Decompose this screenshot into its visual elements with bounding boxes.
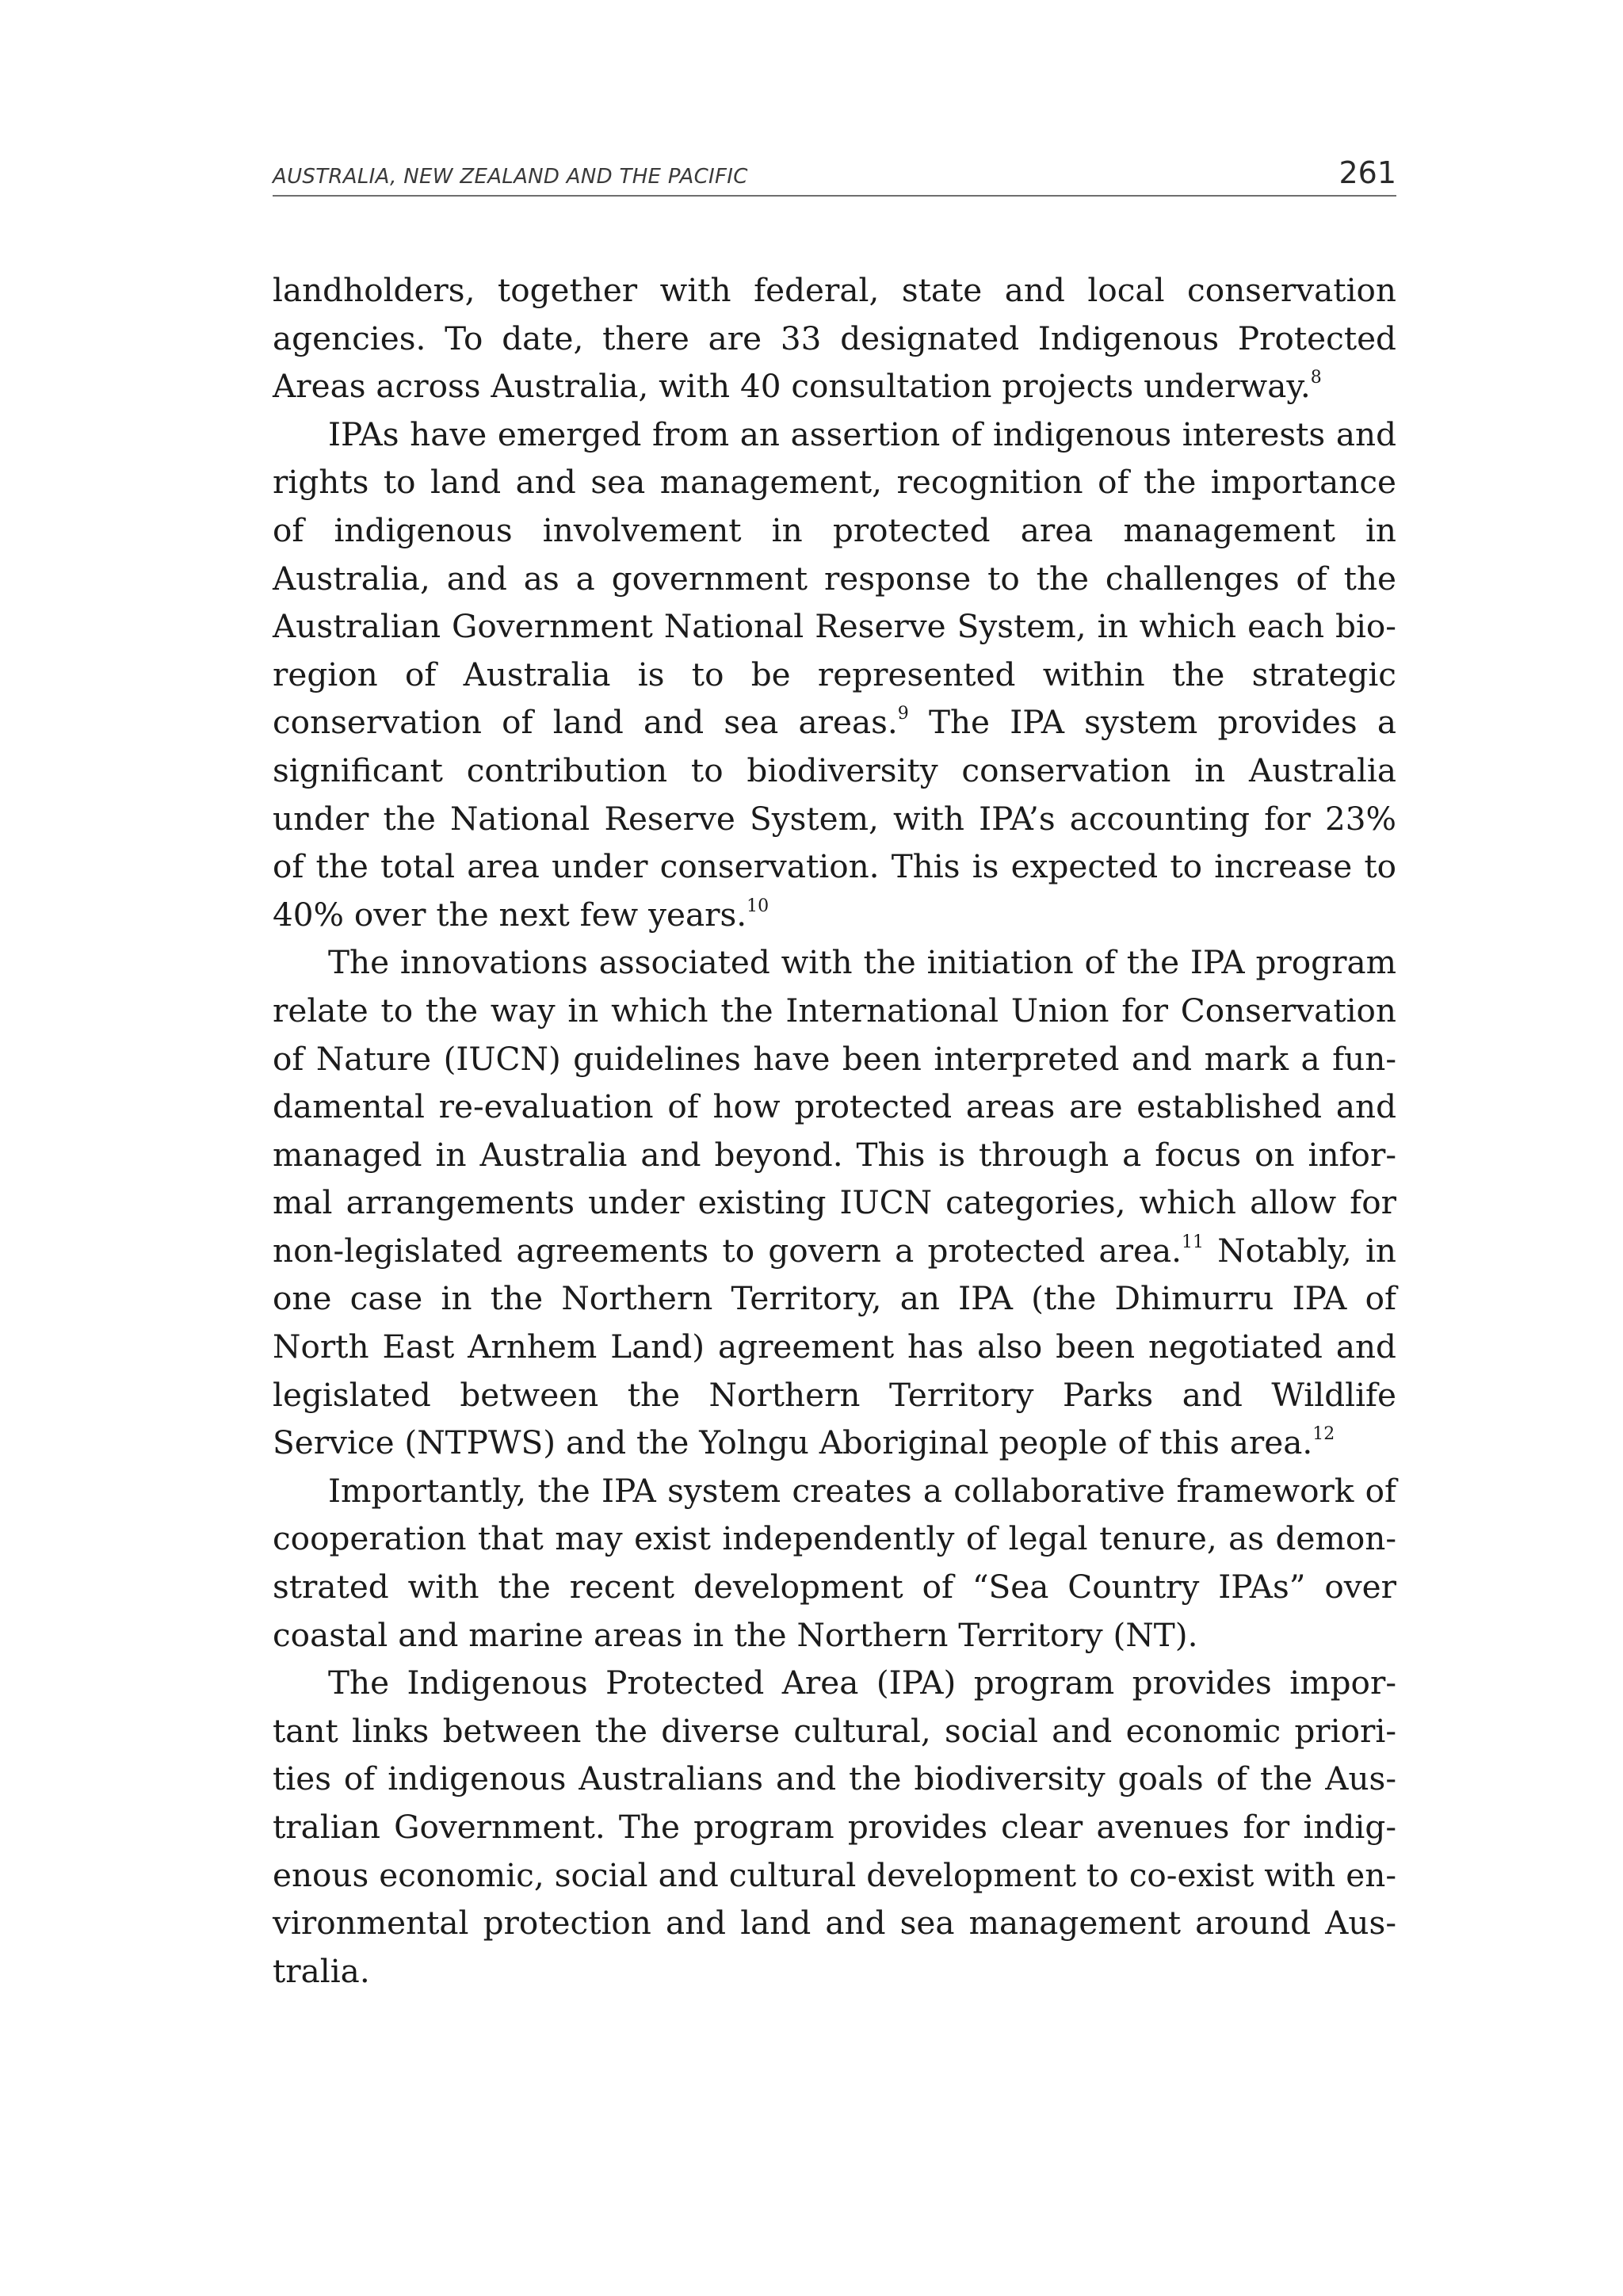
paragraph-text: The innovations associated with the initiation of the IPA program relate to the way in which the International Union for Conservation of Nature (IUCN) guidelines have been interpreted and mark a fundamental re-evaluation of how protected areas are established and managed in Australia and beyond. This is through a focus on informal arrangements under existing IUCN categories, which allow for non-legislated agreements to govern a protected area. xyxy=(273,943,1396,1270)
paragraph-text: Notably, in one case in the Northern Territory, an IPA (the Dhimurru IPA of North East Arnhem Land) agreement has also been negotiated and legislated between the Northern Territory Parks and Wildlife Service (NTPWS) and the Yolngu Aboriginal people of this area. xyxy=(273,1231,1397,1462)
paragraph-text: The Indigenous Protected Area (IPA) program provides important links between the diverse cultural, social and economic priorities of indigenous Australians and the biodiversity goals of the Australian Government. The program provides clear avenues for indigenous economic, social and cultural development to co-exist with environmental protection and land and sea management around Australia. xyxy=(273,1664,1396,1990)
paragraph-3 xyxy=(273,938,1396,1467)
paragraph-text: IPAs have emerged from an assertion of indigenous interests and rights to land and sea management, recognition of the importance of indigenous involvement in protected area management in Australia, and as a government response to the challenges of the Australian Government National Reserve System, in which each bio-region of Australia is to be represented within the strategic conservation of land and sea areas. xyxy=(273,415,1396,742)
body-text xyxy=(273,266,1396,1995)
paragraph-2 xyxy=(273,411,1396,939)
footnote-ref-8: 8 xyxy=(1310,368,1322,388)
paragraph-1 xyxy=(273,266,1396,411)
footnote-ref-9: 9 xyxy=(897,704,909,724)
running-title: AUSTRALIA, NEW ZEALAND AND THE PACIFIC xyxy=(273,165,748,189)
footnote-ref-11: 11 xyxy=(1182,1232,1205,1252)
paragraph-text: landholders, together with federal, state and local conservation agencies. To date, there are 33 designated Indigenous Protected Areas across Australia, with 40 consultation projects underway. xyxy=(273,271,1396,406)
page-number: 261 xyxy=(1338,155,1396,190)
paragraph-5 xyxy=(273,1659,1396,1995)
footnote-ref-12: 12 xyxy=(1312,1424,1335,1445)
paragraph-text: Importantly, the IPA system creates a collaborative framework of cooperation that may exist independently of legal tenure, as demonstrated with the recent development of “Sea Country IPAs” over coastal and marine areas in the Northern Territory (NT). xyxy=(273,1471,1396,1654)
running-header xyxy=(273,151,1396,197)
paragraph-text: The IPA system provides a significant contribution to biodiversity conservation in Australia under the National Reserve System, with IPA’s accounting for 23% of the total area under conservation. This is expected to increase to 40% over the next few years. xyxy=(273,703,1396,934)
footnote-ref-10: 10 xyxy=(747,896,769,916)
paragraph-4 xyxy=(273,1467,1396,1659)
